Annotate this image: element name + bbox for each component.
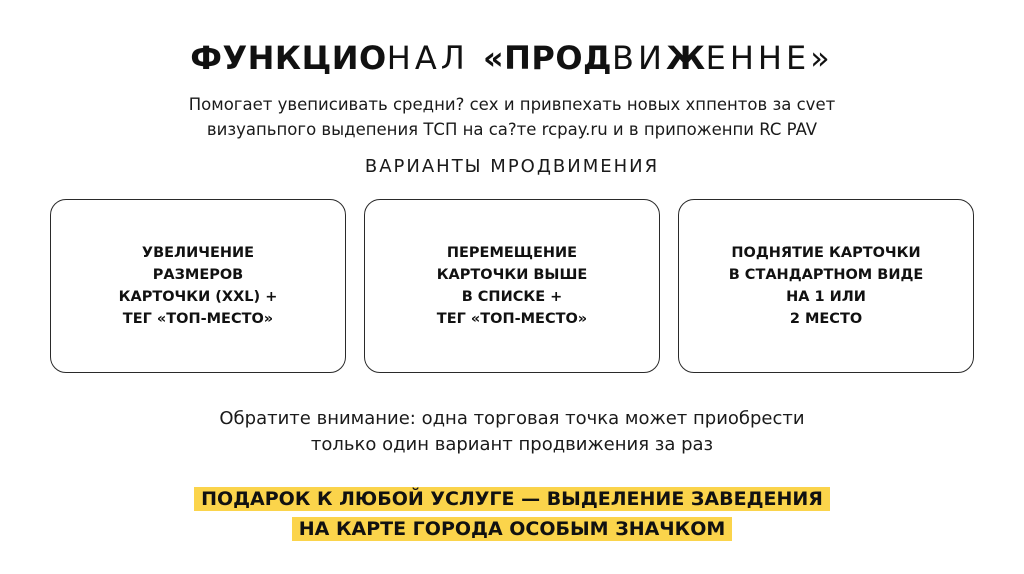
card-line: В СПИСКЕ + (461, 289, 563, 305)
note-line: Обратите внимание: одна торговая точка может приобрести (219, 408, 805, 429)
promo-option-card-xxl (50, 199, 346, 373)
gift-banner (0, 484, 1024, 544)
card-text (119, 242, 278, 330)
subtitle (112, 92, 912, 142)
title-part: НАЛ (386, 39, 483, 77)
gift-highlight: ПОДАРОК К ЛЮБОЙ УСЛУГЕ — ВЫДЕЛЕНИЕ ЗАВЕДЕНИЯ (194, 487, 830, 511)
title-part: Ж (665, 39, 706, 77)
card-line: РАЗМЕРОВ (152, 267, 244, 283)
promo-option-card-raise (678, 199, 974, 373)
note-line: только один вариант продвижения за раз (310, 434, 714, 455)
card-line: В СТАНДАРТНОМ ВИДЕ (728, 267, 924, 283)
title-part: «ПРОД (482, 39, 613, 77)
gift-line (0, 514, 1024, 544)
title-part: ВИ (612, 39, 666, 77)
card-line: НА 1 ИЛИ (786, 289, 866, 305)
section-heading: ВАРИАНТЫ МРОДВИМЕНИЯ (364, 156, 660, 177)
card-line: ПОДНЯТИЕ КАРТОЧКИ (731, 245, 921, 261)
card-line: УВЕЛИЧЕНИЕ (141, 245, 255, 261)
card-line: КАРТОЧКИ ВЫШЕ (436, 267, 588, 283)
card-line: КАРТОЧКИ (XXL) + (118, 289, 278, 305)
gift-highlight: НА КАРТЕ ГОРОДА ОСОБЫМ ЗНАЧКОМ (292, 517, 733, 541)
attention-note (112, 406, 912, 458)
card-line: ТЕГ «ТОП-МЕСТО» (122, 311, 274, 327)
card-line: ПЕРЕМЕЩЕНИЕ (446, 245, 578, 261)
title-part: ЕННЕ» (705, 39, 834, 77)
card-text (729, 242, 924, 330)
page-title (0, 36, 1024, 80)
gift-line (0, 484, 1024, 514)
card-line: ТЕГ «ТОП-МЕСТО» (436, 311, 588, 327)
card-line: 2 МЕСТО (789, 311, 863, 327)
subtitle-line: визуапьпого выдепения ТСП на са?те rcpay.ru и в припоженпи RC PAV (206, 120, 818, 139)
title-part: ФУНКЦИО (190, 39, 387, 77)
card-text (437, 242, 588, 330)
promo-option-card-move-up (364, 199, 660, 373)
subtitle-line: Помогает увеписивать средни? сех и привпехать новых хппентов за cvет (188, 95, 836, 114)
